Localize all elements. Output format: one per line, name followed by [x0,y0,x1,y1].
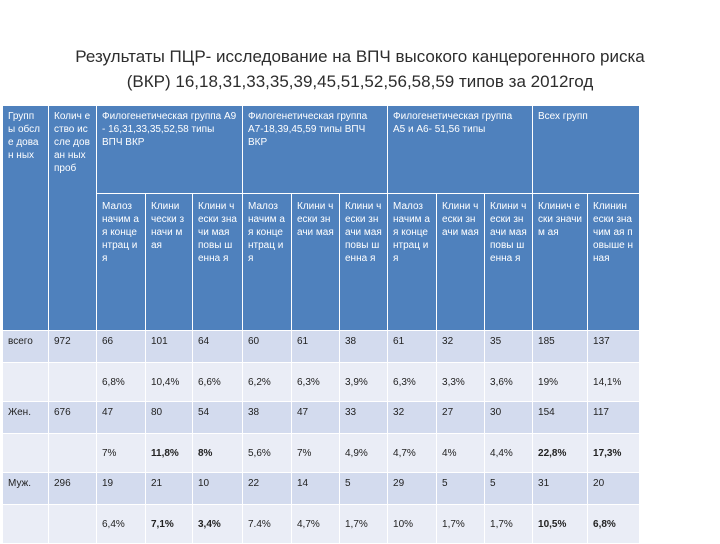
cell-value: 5 [437,473,485,505]
cell-value: 5 [340,473,388,505]
row-label: Муж. [3,473,49,505]
cell-percent: 7% [292,434,340,473]
cell-value: 20 [588,473,640,505]
cell-percent: 3,9% [340,363,388,402]
cell-percent: 7% [97,434,146,473]
cell-percent: 1,7% [485,505,533,544]
cell-value: 31 [533,473,588,505]
cell-percent: 14,1% [588,363,640,402]
cell-percent: 4,7% [388,434,437,473]
cell-percent: 11,8% [146,434,193,473]
cell-percent: 3,4% [193,505,243,544]
cell-percent: 10,5% [533,505,588,544]
cell-percent: 1,7% [437,505,485,544]
cell-percent: 4,9% [340,434,388,473]
cell-value: 137 [588,331,640,363]
cell-percent: 6,8% [97,363,146,402]
cell-percent: 7.4% [243,505,292,544]
title-line-1: Результаты ПЦР- исследование на ВПЧ высокого канцерогенного риска [75,47,645,66]
subheader-low: Малоз начим ая конце нтрац ия [388,194,437,331]
cell-percent: 6,3% [388,363,437,402]
subheader-high: Клини чески значи мая повы шенна я [340,194,388,331]
subheader-low: Малоз начим ая конце нтрац ия [97,194,146,331]
cell-percent: 4,7% [292,505,340,544]
cell-value: 61 [388,331,437,363]
cell-value: 27 [437,402,485,434]
hpv-results-table [2,105,640,544]
cell-percent: 17,3% [588,434,640,473]
cell-value: 10 [193,473,243,505]
cell-value: 117 [588,402,640,434]
slide-title [20,44,700,94]
cell-value: 66 [97,331,146,363]
row-count: 676 [49,402,97,434]
cell-value: 14 [292,473,340,505]
cell-value: 5 [485,473,533,505]
header-all-groups: Всех групп [533,106,640,194]
cell-value: 29 [388,473,437,505]
cell-percent: 6,8% [588,505,640,544]
cell-percent: 10% [388,505,437,544]
cell-percent: 6,2% [243,363,292,402]
table-row [3,363,640,402]
cell-value: 54 [193,402,243,434]
cell-percent: 5,6% [243,434,292,473]
row-count: 972 [49,331,97,363]
cell-percent: 6,6% [193,363,243,402]
cell-percent: 1,7% [340,505,388,544]
header-groups-examined: Групп ы обсле дован ных [3,106,49,331]
cell-value: 35 [485,331,533,363]
cell-value: 61 [292,331,340,363]
cell-percent: 10,4% [146,363,193,402]
cell-percent: 8% [193,434,243,473]
subheader-all-high: Клинин ески значим ая повыше нная [588,194,640,331]
cell-value: 21 [146,473,193,505]
cell-value: 154 [533,402,588,434]
subheader-low: Малоз начим ая конце нтрац ия [243,194,292,331]
subheader-high: Клини чески значи мая повы шенна я [485,194,533,331]
cell-value: 47 [292,402,340,434]
cell-percent: 6,3% [292,363,340,402]
cell-value: 22 [243,473,292,505]
cell-value: 38 [340,331,388,363]
header-group-a7: Филогенетическая группа А7-18,39,45,59 типы ВПЧ ВКР [243,106,388,194]
cell-percent: 22,8% [533,434,588,473]
cell-percent: 6,4% [97,505,146,544]
table-row [3,402,640,434]
header-group-a5-a6: Филогенетическая группа А5 и А6- 51,56 типы [388,106,533,194]
subheader-clinical: Клини чески значи мая [437,194,485,331]
cell-percent: 7,1% [146,505,193,544]
cell-value: 64 [193,331,243,363]
cell-value: 30 [485,402,533,434]
row-label: всего [3,331,49,363]
subheader-high: Клини чески значи мая повы шенна я [193,194,243,331]
cell-value: 19 [97,473,146,505]
cell-value: 80 [146,402,193,434]
cell-value: 32 [437,331,485,363]
cell-percent: 3,3% [437,363,485,402]
row-label: Жен. [3,402,49,434]
subheader-clinical: Клини чески значи мая [146,194,193,331]
header-group-a9: Филогенетическая группа А9 - 16,31,33,35,52,58 типы ВПЧ ВКР [97,106,243,194]
subheader-all-clinical: Клинич ески значим ая [533,194,588,331]
cell-value: 32 [388,402,437,434]
cell-percent: 4% [437,434,485,473]
cell-value: 185 [533,331,588,363]
header-sample-count: Колич ество иссле дован ных проб [49,106,97,331]
cell-percent: 3,6% [485,363,533,402]
cell-value: 33 [340,402,388,434]
table-row [3,473,640,505]
cell-value: 38 [243,402,292,434]
cell-percent: 19% [533,363,588,402]
table-row [3,331,640,363]
table-row [3,434,640,473]
table-row [3,505,640,544]
subheader-clinical: Клини чески значи мая [292,194,340,331]
cell-percent: 4,4% [485,434,533,473]
cell-value: 101 [146,331,193,363]
title-line-2: (ВКР) 16,18,31,33,35,39,45,51,52,56,58,59 типов за 2012год [126,72,594,91]
row-count: 296 [49,473,97,505]
cell-value: 60 [243,331,292,363]
cell-value: 47 [97,402,146,434]
